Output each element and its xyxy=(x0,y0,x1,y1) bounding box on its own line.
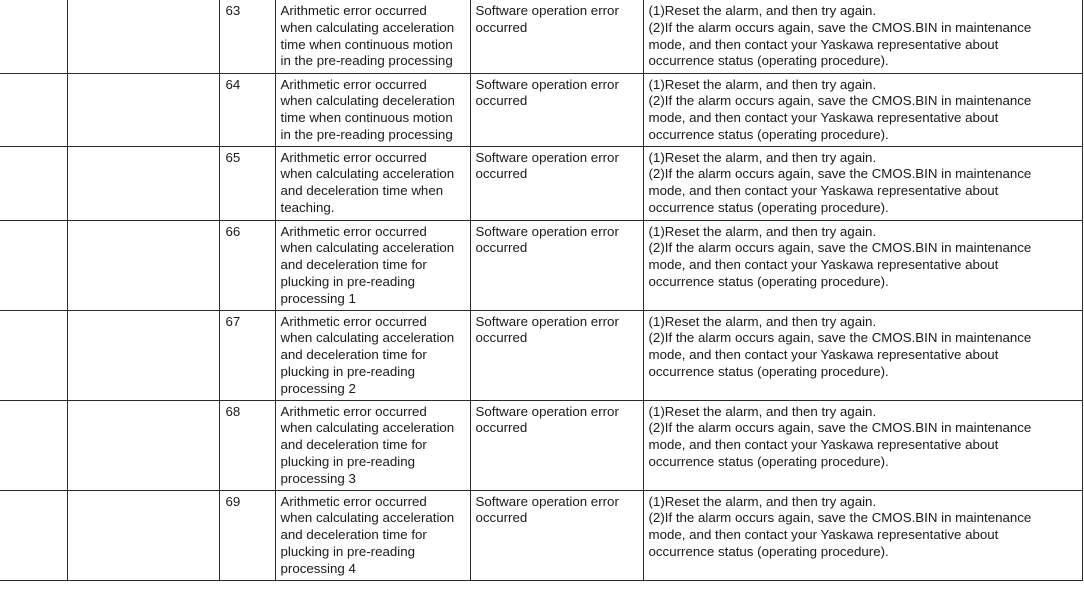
empty-cell xyxy=(0,220,67,310)
table-row xyxy=(0,0,1082,73)
remedy-cell: (1)Reset the alarm, and then try again. (2)If the alarm occurs again, save the CMOS.BIN in maintenance mode, and then contact your Yaskawa representative about occurrence status (operating procedure). xyxy=(643,0,1082,73)
remedy-cell: (1)Reset the alarm, and then try again. (2)If the alarm occurs again, save the CMOS.BIN in maintenance mode, and then contact your Yaskawa representative about occurrence status (operating procedure). xyxy=(643,310,1082,400)
empty-cell xyxy=(0,73,67,146)
description-cell: Arithmetic error occurred when calculating acceleration and deceleration time for plucking in pre-reading processing 1 xyxy=(275,220,470,310)
empty-cell xyxy=(67,400,219,490)
table-row xyxy=(0,310,1082,400)
cause-cell: Software operation error occurred xyxy=(470,73,643,146)
sub-code-cell: 69 xyxy=(219,490,275,580)
table-row xyxy=(0,490,1082,580)
remedy-cell: (1)Reset the alarm, and then try again. (2)If the alarm occurs again, save the CMOS.BIN in maintenance mode, and then contact your Yaskawa representative about occurrence status (operating procedure). xyxy=(643,73,1082,146)
description-cell: Arithmetic error occurred when calculating acceleration and deceleration time for plucking in pre-reading processing 4 xyxy=(275,490,470,580)
remedy-cell: (1)Reset the alarm, and then try again. (2)If the alarm occurs again, save the CMOS.BIN in maintenance mode, and then contact your Yaskawa representative about occurrence status (operating procedure). xyxy=(643,146,1082,220)
sub-code-cell: 67 xyxy=(219,310,275,400)
remedy-cell: (1)Reset the alarm, and then try again. (2)If the alarm occurs again, save the CMOS.BIN in maintenance mode, and then contact your Yaskawa representative about occurrence status (operating procedure). xyxy=(643,400,1082,490)
empty-cell xyxy=(0,490,67,580)
empty-cell xyxy=(67,73,219,146)
empty-cell xyxy=(67,490,219,580)
remedy-cell: (1)Reset the alarm, and then try again. (2)If the alarm occurs again, save the CMOS.BIN in maintenance mode, and then contact your Yaskawa representative about occurrence status (operating procedure). xyxy=(643,220,1082,310)
cause-cell: Software operation error occurred xyxy=(470,220,643,310)
empty-cell xyxy=(67,146,219,220)
cause-cell: Software operation error occurred xyxy=(470,490,643,580)
empty-cell xyxy=(0,400,67,490)
cause-cell: Software operation error occurred xyxy=(470,310,643,400)
remedy-cell: (1)Reset the alarm, and then try again. (2)If the alarm occurs again, save the CMOS.BIN in maintenance mode, and then contact your Yaskawa representative about occurrence status (operating procedure). xyxy=(643,490,1082,580)
empty-cell xyxy=(0,146,67,220)
empty-cell xyxy=(67,310,219,400)
table-row xyxy=(0,220,1082,310)
table-row xyxy=(0,146,1082,220)
empty-cell xyxy=(67,0,219,73)
table-row xyxy=(0,73,1082,146)
description-cell: Arithmetic error occurred when calculating acceleration and deceleration time when teaching. xyxy=(275,146,470,220)
table-row xyxy=(0,400,1082,490)
empty-cell xyxy=(0,310,67,400)
sub-code-cell: 64 xyxy=(219,73,275,146)
description-cell: Arithmetic error occurred when calculating acceleration and deceleration time for plucking in pre-reading processing 3 xyxy=(275,400,470,490)
sub-code-cell: 65 xyxy=(219,146,275,220)
cause-cell: Software operation error occurred xyxy=(470,400,643,490)
empty-cell xyxy=(67,220,219,310)
sub-code-cell: 63 xyxy=(219,0,275,73)
cause-cell: Software operation error occurred xyxy=(470,0,643,73)
description-cell: Arithmetic error occurred when calculating deceleration time when continuous motion in the pre-reading processing xyxy=(275,73,470,146)
empty-cell xyxy=(0,0,67,73)
description-cell: Arithmetic error occurred when calculating acceleration and deceleration time for plucking in pre-reading processing 2 xyxy=(275,310,470,400)
description-cell: Arithmetic error occurred when calculating acceleration time when continuous motion in the pre-reading processing xyxy=(275,0,470,73)
sub-code-cell: 68 xyxy=(219,400,275,490)
sub-code-cell: 66 xyxy=(219,220,275,310)
cause-cell: Software operation error occurred xyxy=(470,146,643,220)
